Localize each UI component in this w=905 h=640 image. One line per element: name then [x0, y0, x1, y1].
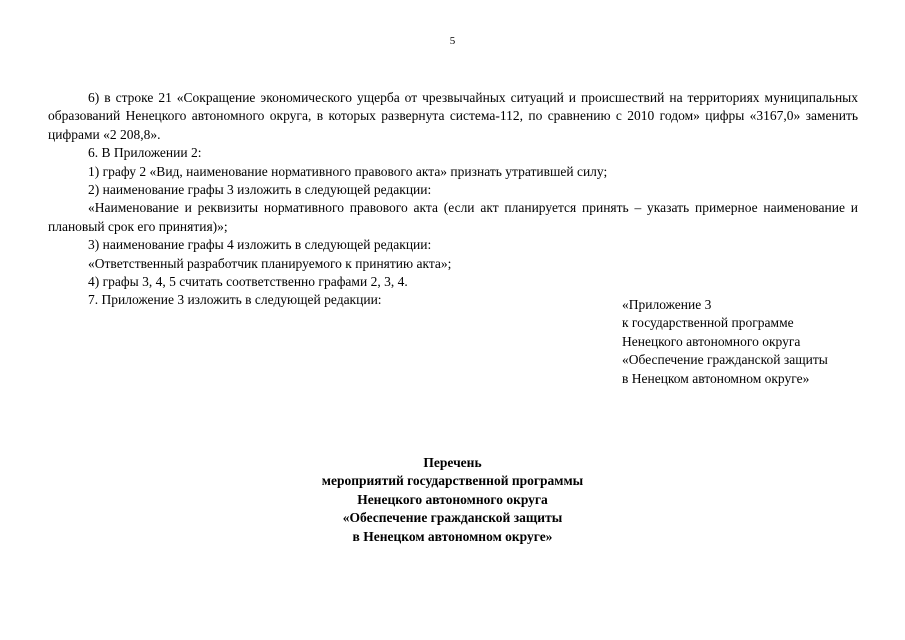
list-title-line: Перечень [423, 455, 482, 470]
paragraph-column-2: 1) графу 2 «Вид, наименование нормативного правового акта» признать утратившей силу; [88, 163, 608, 179]
appendix-reference-block [622, 296, 892, 388]
list-title-block [0, 454, 905, 546]
amendment-text [48, 89, 858, 310]
paragraph-item-6-row-21: 6) в строке 21 «Сокращение экономического ущерба от чрезвычайных ситуаций и происшествий на территориях муниципальных образований Ненецкого автономного округа, в которых развернута система-112, по сравнению с 2010 годом» цифры «3167,0» заменить цифрами «2 208,8». [48, 90, 858, 142]
appendix-reference-line: к государственной программе [622, 315, 794, 331]
paragraph-section-7: 7. Приложение 3 изложить в следующей редакции: [88, 292, 382, 308]
list-title-line: в Ненецком автономном округе» [352, 528, 553, 544]
paragraph-column-3-heading: 2) наименование графы 3 изложить в следующей редакции: [88, 182, 432, 198]
paragraph-columns-renumber: 4) графы 3, 4, 5 считать соответственно графами 2, 3, 4. [88, 274, 408, 290]
list-title-line: мероприятий государственной программы [321, 473, 584, 489]
list-title-line: Ненецкого автономного округа [357, 491, 548, 507]
list-title-line: «Обеспечение гражданской защиты [342, 510, 563, 526]
appendix-reference-line: «Приложение 3 [622, 297, 712, 312]
appendix-reference-line: Ненецкого автономного округа [622, 333, 801, 349]
appendix-reference-line: в Ненецком автономном округе» [622, 370, 810, 386]
paragraph-column-4-heading: 3) наименование графы 4 изложить в следующей редакции: [88, 237, 432, 253]
paragraph-column-3-text: «Наименование и реквизиты нормативного правового акта (если акт планируется принять – указать примерное наименование и плановый срок его принятия)»; [48, 200, 858, 234]
paragraph-column-4-text: «Ответственный разработчик планируемого к принятию акта»; [88, 255, 452, 271]
appendix-reference-line: «Обеспечение гражданской защиты [622, 352, 828, 368]
paragraph-section-6: 6. В Приложении 2: [88, 145, 202, 161]
page-number: 5 [449, 35, 456, 47]
